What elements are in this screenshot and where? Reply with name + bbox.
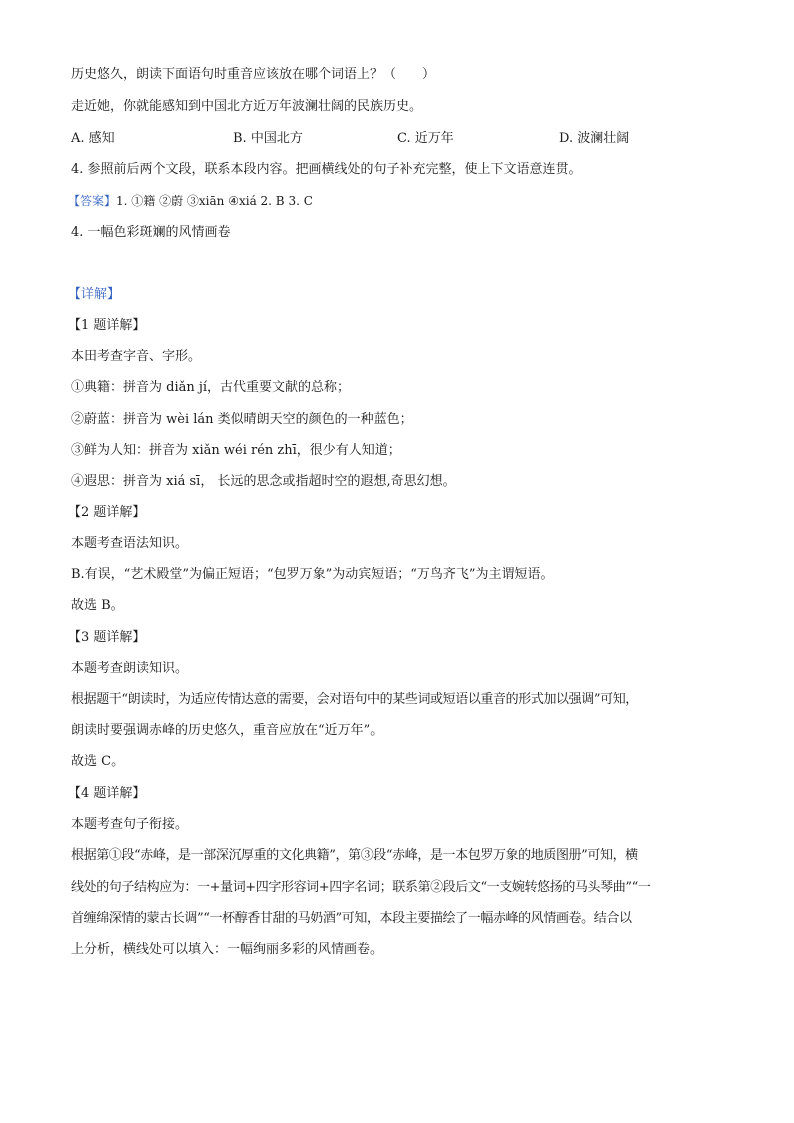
q1-line-1: 本田考查字音、字形。	[71, 349, 202, 364]
q1-line-4: ③鲜为人知：拼音为 xiǎn wéi rén zhī，很少有人知道；	[71, 443, 401, 458]
question-4-stem: 4. 参照前后两个文段，联系本段内容。把画横线处的句子补充完整，使上下文语意连贯。	[71, 162, 582, 177]
q4-line-4: 首缠绵深情的蒙古长调”“一杯醇香甘甜的马奶酒”可知，本段主要描绘了一幅赤峰的风情画卷。结合以	[71, 911, 632, 926]
q2-line-3: 故选 B。	[71, 598, 124, 613]
q2-line-2: B.有误，“艺术殿堂”为偏正短语；“包罗万象”为动宾短语；“万鸟齐飞”为主谓短语。	[71, 567, 554, 582]
q1-heading: 【1 题详解】	[68, 318, 146, 333]
q2-line-1: 本题考查语法知识。	[71, 536, 189, 551]
q4-line-1: 本题考查句子衔接。	[71, 817, 189, 832]
q1-line-2: ①典籍：拼音为 diǎn jí，古代重要文献的总称；	[71, 380, 351, 395]
q4-line-3: 线处的句子结构应为：一+量词+四字形容词+四字名词；联系第②段后文“一支婉转悠扬的马头琴曲”“一	[71, 880, 651, 895]
q1-line-5: ④遐思：拼音为 xiá sī， 长远的思念或指超时空的遐想,奇思幻想。	[71, 474, 456, 489]
option-c: C. 近万年	[397, 131, 454, 146]
q3-line-2: 根据题干“朗读时，为适应传情达意的需要，会对语句中的某些词或短语以重音的形式加以强调”可知，	[71, 692, 638, 707]
q3-line-4: 故选 C。	[71, 754, 125, 769]
q4-heading: 【4 题详解】	[68, 786, 146, 801]
q3-heading: 【3 题详解】	[68, 630, 146, 645]
q3-line-1: 本题考查朗读知识。	[71, 661, 189, 676]
option-b: B. 中国北方	[233, 131, 303, 146]
detail-tag: 【详解】	[68, 287, 121, 302]
answer-line-1	[68, 193, 313, 209]
question-3-stem: 历史悠久，朗读下面语句时重音应该放在哪个词语上？（ ）	[71, 67, 436, 82]
answer-tag: 【答案】	[68, 194, 117, 208]
answer-values: 1. ①籍 ②蔚 ③xiān ④xiá 2. B 3. C	[116, 194, 313, 208]
option-d: D. 波澜壮阔	[559, 131, 630, 146]
q4-line-2: 根据第①段“赤峰，是一部深沉厚重的文化典籍”，第③段“赤峰，是一本包罗万象的地质图册”可知，横	[71, 848, 638, 863]
option-a: A. 感知	[71, 131, 115, 146]
q4-line-5: 上分析，横线处可以填入：一幅绚丽多彩的风情画卷。	[71, 942, 384, 957]
answer-line-2: 4. 一幅色彩斑斓的风情画卷	[71, 225, 231, 240]
q2-heading: 【2 题详解】	[68, 505, 146, 520]
q3-line-3: 朗读时要强调赤峰的历史悠久，重音应放在“近万年”。	[71, 723, 384, 738]
question-3-sentence: 走近她，你就能感知到中国北方近万年波澜壮阔的民族历史。	[71, 99, 423, 114]
q1-line-3: ②蔚蓝：拼音为 wèi lán 类似晴朗天空的颜色的一种蓝色；	[71, 412, 413, 427]
